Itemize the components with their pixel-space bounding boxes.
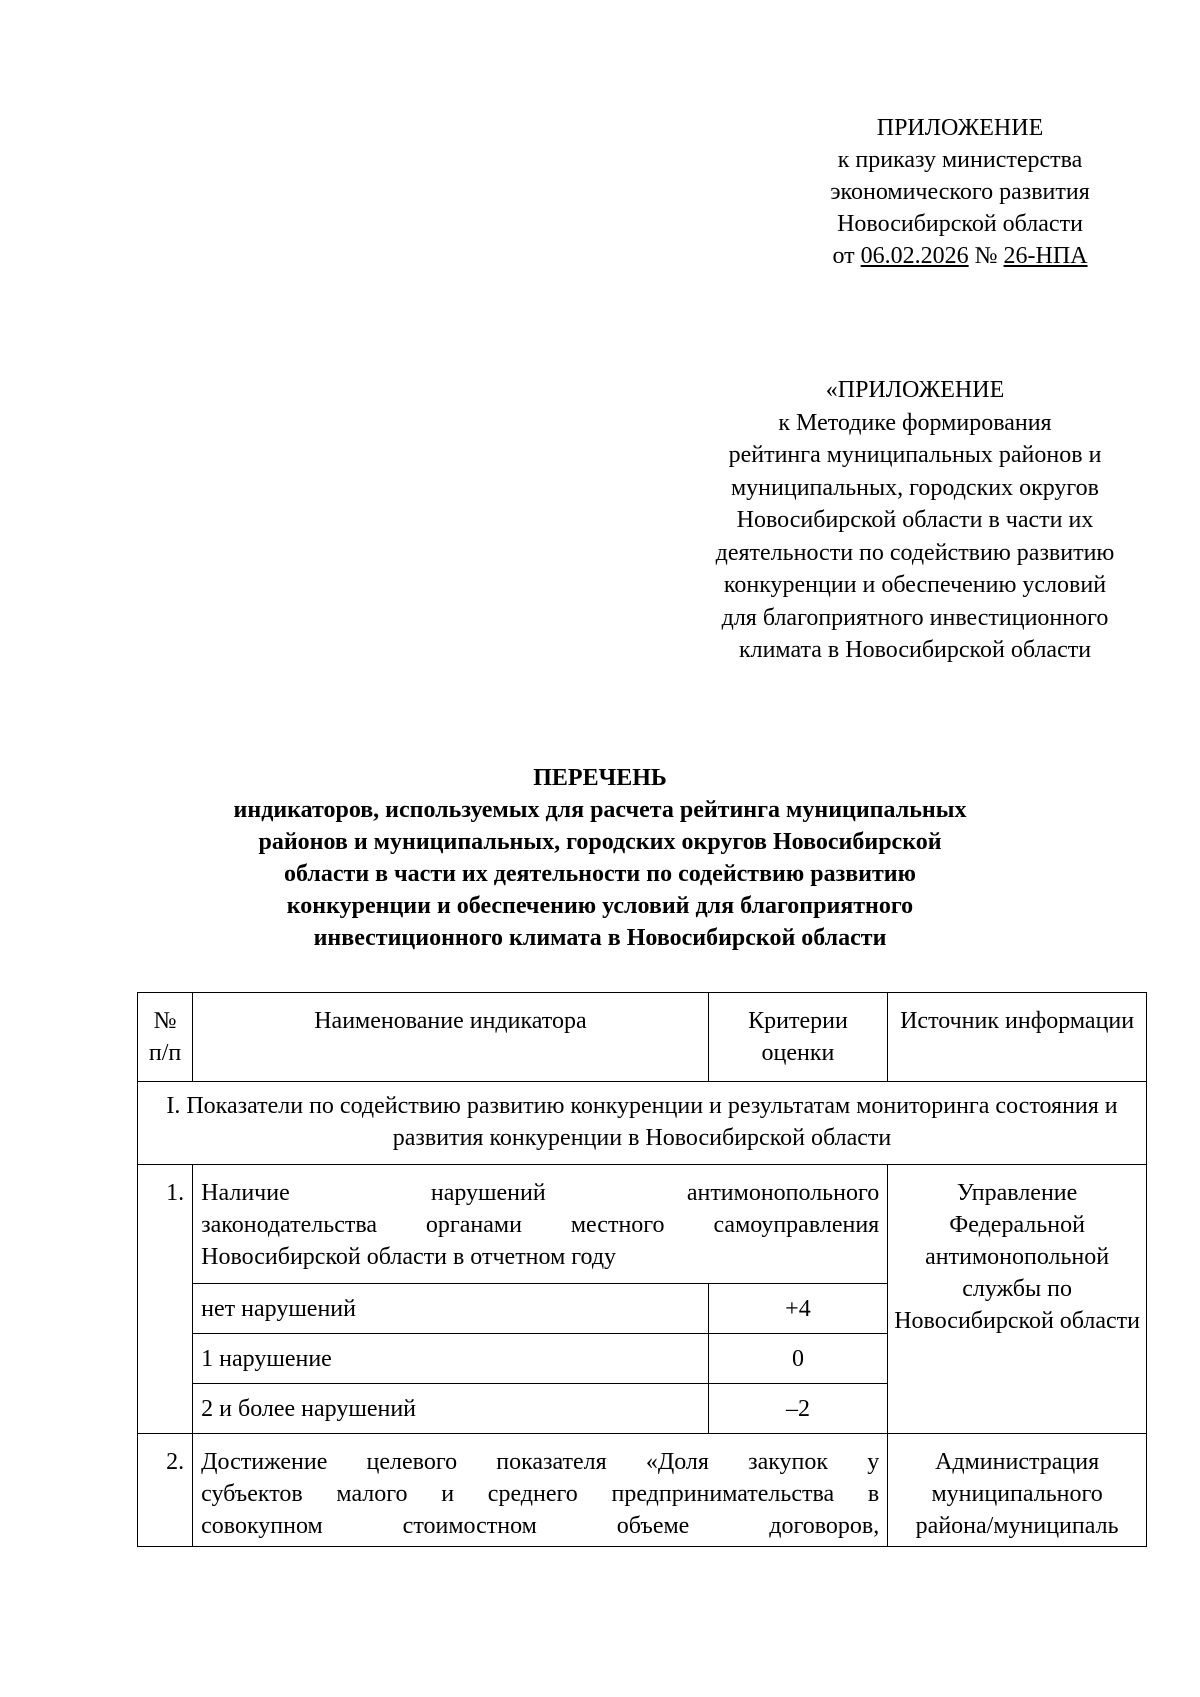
indicator-name-line: Достижение целевого показателя «Доля закупок у <box>201 1449 880 1475</box>
date-prefix: от <box>832 243 855 269</box>
indicator-name-line: Новосибирской области в отчетном году <box>201 1244 617 1270</box>
header-criteria: Критерии оценки <box>708 993 888 1082</box>
appendix-line: к приказу министерства <box>837 147 1083 173</box>
indicator-name <box>193 1434 888 1547</box>
appendix-line: экономического развития <box>830 179 1090 205</box>
methodology-line: деятельности по содействию развитию <box>715 539 1115 566</box>
row-number: 1. <box>138 1165 193 1434</box>
list-title-line: районов и муниципальных, городских округов Новосибирской <box>258 829 942 855</box>
criteria-label: 2 и более нарушений <box>193 1384 709 1434</box>
order-appendix-header <box>760 112 1160 272</box>
order-date: 06.02.2026 <box>860 243 969 269</box>
list-title-line: индикаторов, используемых для расчета рейтинга муниципальных <box>233 797 967 823</box>
list-title-line: области в части их деятельности по содействию развитию <box>284 861 916 887</box>
criteria-score: +4 <box>708 1284 888 1334</box>
methodology-line: рейтинга муниципальных районов и <box>728 442 1102 468</box>
section-row <box>138 1082 1147 1165</box>
order-number: 26-НПА <box>1003 243 1088 269</box>
list-title-line: конкуренции и обеспечению условий для благоприятного <box>286 893 914 919</box>
indicator-name-line: субъектов малого и среднего предпринимательства в <box>201 1481 880 1507</box>
table-row <box>138 1434 1147 1547</box>
criteria-score: 0 <box>708 1334 888 1384</box>
criteria-score: –2 <box>708 1384 888 1434</box>
methodology-line: муниципальных, городских округов <box>730 474 1099 501</box>
methodology-line: для благоприятного инвестиционного <box>721 604 1109 631</box>
number-sign: № <box>974 243 998 269</box>
methodology-line: Новосибирской области в части их <box>736 507 1094 533</box>
indicator-name-line: совокупном стоимостном объеме договоров, <box>201 1513 880 1539</box>
list-title <box>130 762 1070 954</box>
methodology-line: климата в Новосибирской области <box>738 637 1092 663</box>
appendix-line: Новосибирской области <box>837 211 1083 237</box>
methodology-appendix-title: «ПРИЛОЖЕНИЕ <box>825 377 1005 403</box>
section-title: I. Показатели по содействию развитию конкуренции и результатам мониторинга состояния и развития конкуренции в Новосибирской области <box>138 1082 1147 1165</box>
appendix-title: ПРИЛОЖЕНИЕ <box>876 115 1044 141</box>
info-source: Администрация муниципального района/муниципаль <box>888 1434 1147 1547</box>
methodology-line: конкуренции и обеспечению условий <box>723 572 1107 598</box>
indicator-name-line: Наличие нарушений антимонопольного <box>201 1180 880 1206</box>
info-source: Управление Федеральной антимонопольной службы по Новосибирской области <box>888 1165 1147 1434</box>
methodology-appendix-header <box>670 374 1160 667</box>
table-row <box>138 1165 1147 1284</box>
indicator-name-line: законодательства органами местного самоуправления <box>201 1212 880 1238</box>
list-title-line: инвестиционного климата в Новосибирской области <box>313 925 887 951</box>
header-name: Наименование индикатора <box>193 993 709 1082</box>
list-heading: ПЕРЕЧЕНЬ <box>533 765 667 791</box>
indicator-name <box>193 1165 888 1284</box>
methodology-line: к Методике формирования <box>778 409 1052 436</box>
header-source: Источник информации <box>888 993 1147 1082</box>
header-num: № п/п <box>138 993 193 1082</box>
order-date-number <box>760 240 1160 272</box>
criteria-label: нет нарушений <box>193 1284 709 1334</box>
table-header-row <box>138 993 1147 1082</box>
criteria-label: 1 нарушение <box>193 1334 709 1384</box>
row-number: 2. <box>138 1434 193 1547</box>
indicators-table <box>137 992 1147 1547</box>
